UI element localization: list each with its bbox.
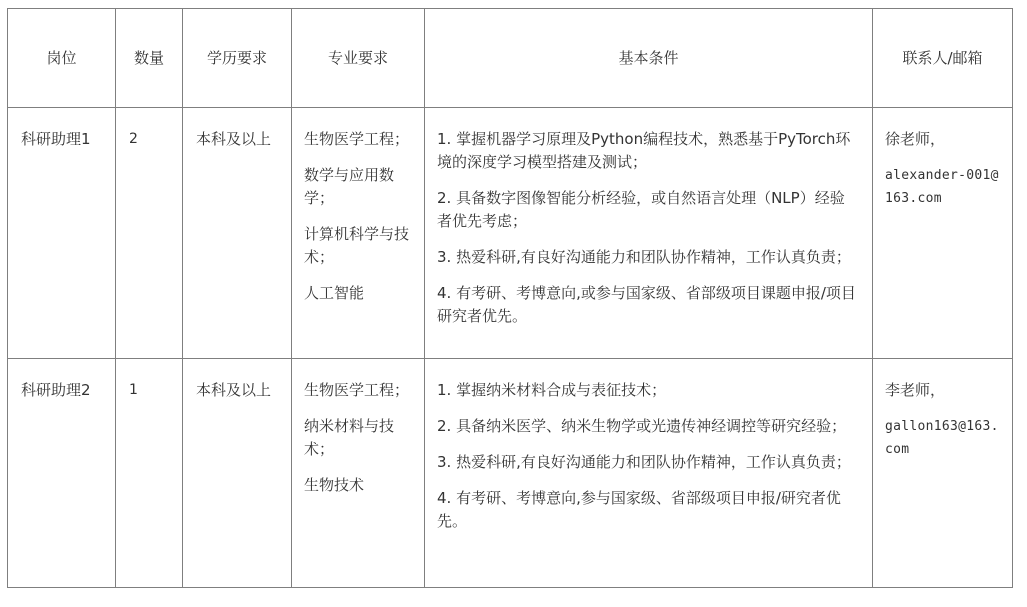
header-count: 数量: [116, 9, 183, 108]
table-row: [8, 108, 1013, 359]
conditions-cell: [425, 359, 873, 588]
major-item: 生物医学工程；: [304, 130, 410, 148]
contact-email: gallon163@163.com: [885, 419, 999, 457]
position-cell: [8, 108, 116, 359]
conditions-cell: [425, 108, 873, 359]
table-row: [8, 359, 1013, 588]
education-text: 本科及以上: [196, 130, 272, 148]
major-item: 数学与应用数学；: [304, 166, 395, 207]
header-conditions: 基本条件: [425, 9, 873, 108]
condition-item: 4. 有考研、考博意向,参与国家级、省部级项目申报/研究者优先。: [437, 489, 841, 530]
condition-item: 4. 有考研、考博意向,或参与国家级、省部级项目课题申报/项目研究者优先。: [437, 284, 856, 325]
condition-item: 2. 具备纳米医学、纳米生物学或光遗传神经调控等研究经验；: [437, 417, 847, 435]
header-position: 岗位: [8, 9, 116, 108]
majors-cell: [292, 359, 425, 588]
education-text: 本科及以上: [196, 381, 272, 399]
major-item: 纳米材料与技术；: [304, 417, 395, 458]
count-cell: [116, 359, 183, 588]
contact-email: alexander-001@163.com: [885, 168, 999, 206]
condition-item: 3. 热爱科研,有良好沟通能力和团队协作精神，工作认真负责；: [437, 453, 851, 471]
condition-item: 1. 掌握纳米材料合成与表征技术；: [437, 381, 667, 399]
majors-cell: [292, 108, 425, 359]
count-text: 1: [129, 382, 138, 398]
major-item: 人工智能: [304, 284, 365, 302]
count-cell: [116, 108, 183, 359]
education-cell: [183, 359, 292, 588]
recruitment-table: [7, 8, 1013, 588]
header-education: 学历要求: [183, 9, 292, 108]
condition-item: 1. 掌握机器学习原理及Python编程技术，熟悉基于PyTorch环境的深度学习模型搭建及测试；: [437, 130, 851, 171]
major-item: 计算机科学与技术；: [304, 225, 410, 266]
position-cell: [8, 359, 116, 588]
header-row: [8, 9, 1013, 108]
contact-cell: [873, 108, 1013, 359]
contact-cell: [873, 359, 1013, 588]
condition-item: 3. 热爱科研,有良好沟通能力和团队协作精神，工作认真负责；: [437, 248, 851, 266]
major-item: 生物技术: [304, 476, 365, 494]
header-majors: 专业要求: [292, 9, 425, 108]
education-cell: [183, 108, 292, 359]
position-text: 科研助理2: [21, 381, 91, 399]
position-text: 科研助理1: [21, 130, 91, 148]
major-item: 生物医学工程；: [304, 381, 410, 399]
count-text: 2: [129, 131, 138, 147]
header-contact: 联系人/邮箱: [873, 9, 1013, 108]
condition-item: 2. 具备数字图像智能分析经验，或自然语言处理（NLP）经验者优先考虑；: [437, 189, 845, 230]
contact-name: 李老师，: [885, 381, 946, 399]
contact-name: 徐老师，: [885, 130, 946, 148]
